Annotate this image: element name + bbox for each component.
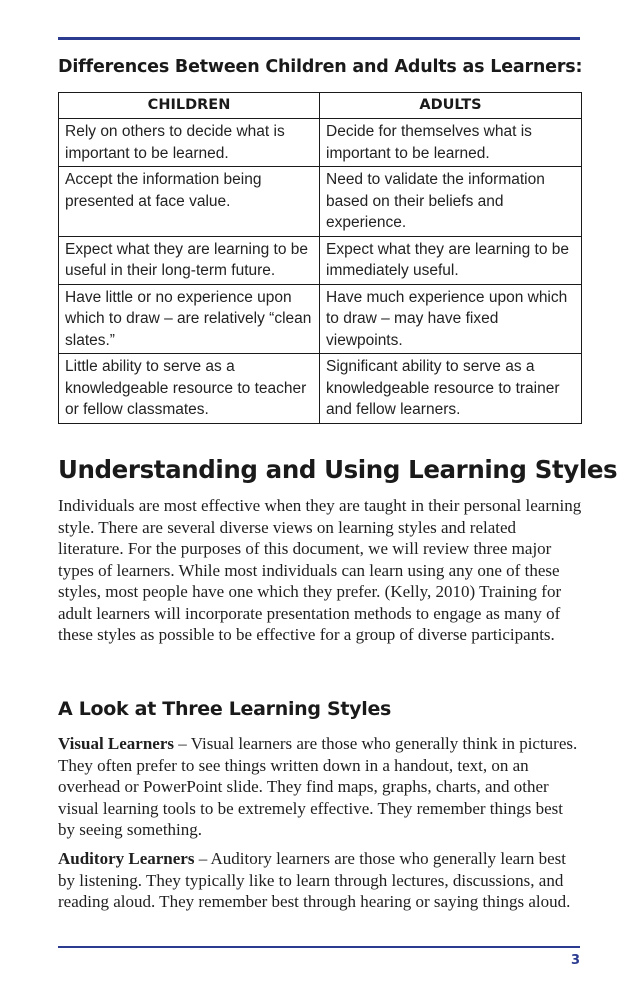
table-cell: Expect what they are learning to be immediately useful.: [320, 236, 582, 284]
table-row: [59, 284, 582, 354]
column-header-children: CHILDREN: [59, 93, 320, 119]
intro-paragraph: [58, 495, 582, 646]
comparison-table: [58, 92, 582, 424]
table-cell: Expect what they are learning to be useful in their long-term future.: [59, 236, 320, 284]
table-row: [59, 167, 582, 237]
table-cell: Have little or no experience upon which to draw – are relatively “clean slates.”: [59, 284, 320, 354]
visual-learners-text: – Visual learners are those who generally think in pictures. They often prefer to see things written down in a handout, text, on an overhead or PowerPoint slide. They find maps, graphs, charts, and other visual learning tools to be extremely effective. They remember things best by seeing something.: [58, 734, 578, 839]
visual-learners-paragraph: [58, 733, 582, 841]
table-title: Differences Between Children and Adults as Learners:: [58, 57, 583, 77]
auditory-learners-paragraph: [58, 848, 582, 913]
subsection-title: A Look at Three Learning Styles: [58, 698, 392, 720]
table-cell: Decide for themselves what is important to be learned.: [320, 119, 582, 167]
table-cell: Accept the information being presented at face value.: [59, 167, 320, 237]
table-cell: Rely on others to decide what is important to be learned.: [59, 119, 320, 167]
table-row: [59, 119, 582, 167]
bottom-rule: [58, 946, 580, 948]
visual-learners-term: Visual Learners: [58, 734, 175, 753]
column-header-adults: ADULTS: [320, 93, 582, 119]
table-header-row: [59, 93, 582, 119]
page-number: 3: [570, 953, 580, 968]
intro-text: Individuals are most effective when they are taught in their personal learning style. There are several diverse views on learning styles and related literature. For the purposes of this document, we will review three major types of learners. While most individuals can learn using any one of these styles, most people have one which they prefer. (Kelly, 2010) Training for adult learners will incorporate presentation methods to engage as many of these styles as possible to be effective for a group of diverse participants.: [58, 496, 582, 644]
table-row: [59, 354, 582, 424]
table-cell: Significant ability to serve as a knowledgeable resource to trainer and fellow learners.: [320, 354, 582, 424]
auditory-learners-text: – Auditory learners are those who generally learn best by listening. They typically like to learn through lectures, discussions, and reading aloud. They remember best through hearing or saying things aloud.: [58, 849, 571, 911]
table-cell: Little ability to serve as a knowledgeable resource to teacher or fellow classmates.: [59, 354, 320, 424]
table-cell: Need to validate the information based on their beliefs and experience.: [320, 167, 582, 237]
section-title: Understanding and Using Learning Styles: [58, 455, 618, 484]
table-row: [59, 236, 582, 284]
top-rule: [58, 37, 580, 40]
auditory-learners-term: Auditory Learners: [58, 849, 195, 868]
table-cell: Have much experience upon which to draw – may have fixed viewpoints.: [320, 284, 582, 354]
